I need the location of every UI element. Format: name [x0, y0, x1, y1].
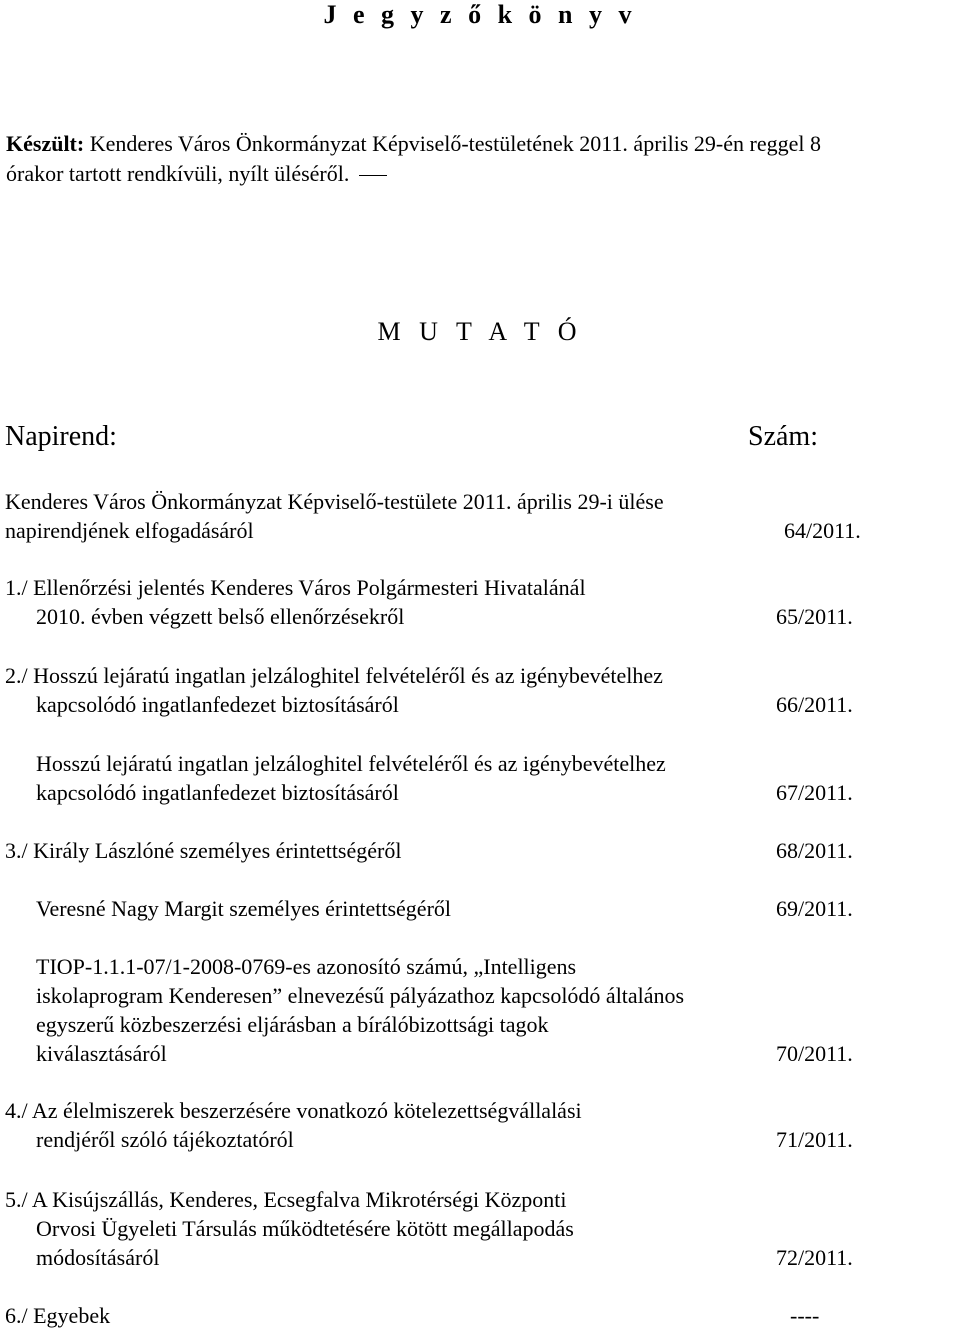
agenda-item-7-line-3: egyszerű közbeszerzési eljárásban a bírálóbizottsági tagok — [36, 1012, 549, 1037]
agenda-item-3-line-2: kapcsolódó ingatlanfedezet biztosításáról — [36, 692, 399, 717]
agenda-item-4-number: 67/2011. — [776, 780, 853, 805]
agenda-item-7-line-4: kiválasztásáról — [36, 1041, 167, 1066]
intro-line-1: Kenderes Város Önkormányzat Képviselő-testületének 2011. április 29-én reggel 8 — [89, 131, 821, 156]
agenda-item-5-line-1: 3./ Király Lászlóné személyes érintettségéről — [5, 838, 402, 863]
document-title: J e g y z ő k ö n y v — [323, 0, 637, 29]
agenda-item-4-line-2: kapcsolódó ingatlanfedezet biztosításáról — [36, 780, 399, 805]
agenda-item-1-number: 64/2011. — [784, 518, 861, 543]
agenda-header: Napirend: — [5, 421, 117, 452]
agenda-item-2-line-1: 1./ Ellenőrzési jelentés Kenderes Város Polgármesteri Hivatalánál — [5, 575, 586, 600]
number-header: Szám: — [748, 421, 818, 452]
agenda-item-2-number: 65/2011. — [776, 604, 853, 629]
intro-paragraph — [6, 129, 956, 189]
agenda-item-1-line-2: napirendjének elfogadásáról — [5, 518, 254, 543]
agenda-item-3-number: 66/2011. — [776, 692, 853, 717]
intro-line-2: órakor tartott rendkívüli, nyílt üléséről. — [6, 161, 350, 186]
agenda-item-9-number: 72/2011. — [776, 1245, 853, 1270]
agenda-item-7-number: 70/2011. — [776, 1041, 853, 1066]
agenda-item-1-line-1: Kenderes Város Önkormányzat Képviselő-testülete 2011. április 29-i ülése — [5, 489, 664, 514]
agenda-item-6-line-1: Veresné Nagy Margit személyes érintettségéről — [36, 896, 452, 921]
agenda-item-8-number: 71/2011. — [776, 1127, 853, 1152]
dash-mark — [359, 175, 387, 176]
agenda-item-9-line-1: 5./ A Kisújszállás, Kenderes, Ecsegfalva Mikrotérségi Központi — [5, 1187, 567, 1212]
intro-label: Készült: — [6, 131, 85, 156]
agenda-item-9-line-2: Orvosi Ügyeleti Társulás működtetésére kötött megállapodás — [36, 1216, 574, 1241]
agenda-item-4-line-1: Hosszú lejáratú ingatlan jelzáloghitel felvételéről és az igénybevételhez — [36, 751, 666, 776]
agenda-item-10-line-1: 6./ Egyebek — [5, 1303, 111, 1328]
agenda-item-7-line-1: TIOP-1.1.1-07/1-2008-0769-es azonosító számú, „Intelligens — [36, 954, 577, 979]
agenda-item-8-line-1: 4./ Az élelmiszerek beszerzésére vonatkozó kötelezettségvállalási — [5, 1098, 582, 1123]
agenda-item-7-line-2: iskolaprogram Kenderesen” elnevezésű pályázathoz kapcsolódó általános — [36, 983, 685, 1008]
agenda-item-6-number: 69/2011. — [776, 896, 853, 921]
agenda-item-3-line-1: 2./ Hosszú lejáratú ingatlan jelzáloghitel felvételéről és az igénybevételhez — [5, 663, 663, 688]
agenda-item-9-line-3: módosításáról — [36, 1245, 160, 1270]
agenda-item-2-line-2: 2010. évben végzett belső ellenőrzésekről — [36, 604, 405, 629]
agenda-item-8-line-2: rendjéről szóló tájékoztatóról — [36, 1127, 294, 1152]
agenda-item-10-number: ---- — [790, 1303, 820, 1328]
agenda-item-5-number: 68/2011. — [776, 838, 853, 863]
index-heading: M U T A T Ó — [377, 317, 583, 346]
